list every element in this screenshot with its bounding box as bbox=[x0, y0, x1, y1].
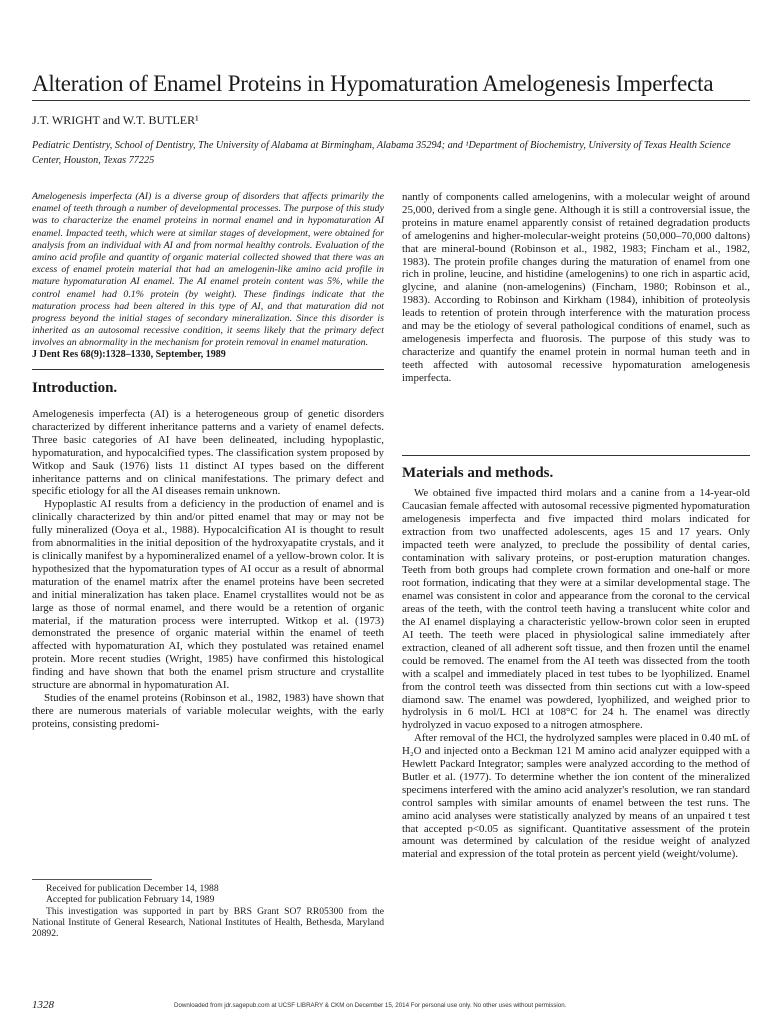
title-rule bbox=[32, 100, 750, 101]
methods-paragraph: After removal of the HCl, the hydrolyzed samples were placed in 0.40 mL of H₂O and injected onto a Beckman 121 M amino acid analyzer equipped with a Hewlett Packard Integrator; samples were analyzed according to the method of Butler et al. (1977). To determine whether the ion content of the mineralized specimens interfered with the amino acid analyzer's resolution, we ran standard control samples with similar amounts of enamel between the test runs. The amino acid analyses were statistically analyzed by means of an unpaired t test that accepted p<0.05 as significant. Quantitative assessment of the protein amount was determined by calculation of the residue weight of analyzed material and expression of the total protein as percent yield (weight/volume). bbox=[402, 732, 750, 861]
footnote-rule bbox=[32, 879, 152, 880]
affiliation: Pediatric Dentistry, School of Dentistry, The University of Alabama at Birmingham, Alabama 35294; and ¹Department of Biochemistry, University of Texas Health Science Center, Houston, Texas 77225 bbox=[32, 140, 731, 166]
intro-paragraph: Hypoplastic AI results from a deficiency in the production of enamel and is clinically characterized by thin and/or pitted enamel that may or may not be fully mineralized (Ooya et al., 1988). Hypocalcification AI is thought to result from abnormalities in the initial deposition of the hydroxyapatite crystals, and it is clinically manifest by a hypomineralized enamel of a yellow-brown color. It is hypothesized that the hypomaturation types of AI occur as a result of abnormal maturation of the enamel matrix after the enamel proteins have been secreted and initial mineralization has taken place. Enamel crystallites would not be as large as those of normal enamel, and there would be a retention of organic material, if the maturation process were interrupted. Witkop et al. (1973) demonstrated the presence of organic material within the enamel of teeth affected with hypomaturation AI, which they postulated was retained enamel protein. More recent studies (Wright, 1985) have confirmed this histological finding and have shown that both the enamel prism structure and crystallite structure are abnormal in hypomaturation AI. bbox=[32, 498, 384, 692]
footnote-funding: This investigation was supported in part by BRS Grant SO7 RR05300 from the National Institute of General Research, National Institutes of Health, Bethesda, Maryland 20892. bbox=[32, 905, 384, 940]
intro-continuation-paragraph: nantly of components called amelogenins, with a molecular weight of around 25,000, derived from a single gene. Although it is still a controversial issue, the proteins in mature enamel apparently consist of retained degradation products of amelogenins and higher-molecular-weight proteins (50,000–70,000 daltons) that are mineral-bound (Robinson et al., 1982, 1983; Fincham et al., 1982, 1983). The protein profile changes during the maturation of enamel from one rich in proline, leucine, and histidine (amelogenins) to one rich in aspartic acid, glycine, and alanine (non-amelogenins) (Fincham, 1980; Robinson et al., 1983). According to Robinson and Kirkham (1984), inhibition of proteolysis leads to retention of protein through interference with the maturation process and may be the etiology of several pathological conditions of enamel, such as amelogenesis imperfecta and fluorosis. The purpose of this study was to characterize and quantify the enamel protein in normal human teeth and in teeth affected with autosomal recessive hypomaturation amelogenesis imperfecta. bbox=[402, 191, 750, 384]
introduction-continuation bbox=[402, 191, 750, 449]
page-number: 1328 bbox=[32, 999, 54, 1011]
introduction-heading: Introduction. bbox=[32, 380, 118, 396]
section-divider bbox=[402, 455, 750, 456]
article-title: Alteration of Enamel Proteins in Hypomaturation Amelogenesis Imperfecta bbox=[32, 71, 714, 96]
section-divider bbox=[32, 369, 384, 370]
intro-paragraph: Amelogenesis imperfecta (AI) is a heterogeneous group of genetic disorders characterized by different inheritance patterns and a variety of enamel defects. Three basic categories of AI have been delineated, including hypoplastic, hypomaturation, and hypocalcified types. The classification system proposed by Witkop and Sauk (1976) lists 11 distinct AI types based on the different inheritance patterns and on clinical manifestations. The primary defect and specific etiology for all the AI diseases remain unknown. bbox=[32, 408, 384, 498]
methods-heading: Materials and methods. bbox=[402, 465, 554, 481]
footnote-received: Received for publication December 14, 1988 bbox=[46, 883, 219, 894]
author-line: J.T. WRIGHT and W.T. BUTLER¹ bbox=[32, 113, 199, 127]
journal-citation: J Dent Res 68(9):1328–1330, September, 1989 bbox=[32, 349, 226, 360]
intro-paragraph: Studies of the enamel proteins (Robinson et al., 1982, 1983) have shown that there are numerous materials of variable molecular weights, with the early proteins, consisting predomi- bbox=[32, 691, 384, 730]
download-notice: Downloaded from jdr.sagepub.com at UCSF LIBRARY & CKM on December 15, 2014 For personal use only. No other uses without permission. bbox=[174, 1002, 567, 1009]
methods-paragraph: We obtained five impacted third molars and a canine from a 14-year-old Caucasian female affected with autosomal recessive pigmented hypomaturation amelogenesis imperfecta and five impacted third molars indicated for extraction from two unaffected adolescents, ages 15 and 17 years. Only impacted teeth were analyzed, to preclude the possibility of dental caries, contamination with salivary proteins, or post-eruption maturation changes. Teeth from both groups had complete crown formation and one-half or more root formation, indicating that they were at a similar developmental stage. The enamel was consistent in color and appearance from the coronal to the cervical areas of the teeth, with the control teeth having a translucent white color and the AI enamel displaying a characteristic yellow-brown color seen in erupted AI teeth. The teeth were placed in physiological saline immediately after extraction, cleaned of all adherent soft tissue, and then frozen until the enamel could be removed. The enamel from the AI teeth was dissected from the tooth with a scalpel and immediately placed in test tubes to be lyophilized. Enamel from the control teeth was dissected from thin sections cut with a low-speed diamond saw. The enamel was powdered, lyophilized, and weighed prior to hydrolysis in 6 mol/L HCl at 108°C for 24 h. The enamel was directly hydrolyzed in vacuo exposed to a nitrogen atmosphere. bbox=[402, 487, 750, 732]
left-column bbox=[32, 191, 384, 828]
introduction-body bbox=[32, 408, 384, 828]
abstract: Amelogenesis imperfecta (AI) is a diverse group of disorders that affects primarily the enamel of teeth through a number of developmental processes. The purpose of this study was to characterize the enamel proteins in normal enamel and in hypomaturation AI enamel. Impacted teeth, which were at similar stages of development, were obtained for analysis from an individual with AI and from normal healthy controls. Evaluation of the amino acid profile and quantity of organic material collected showed that there was an excess of enamel protein material that had an amelogenin-like amino acid profile in mature hypomaturation AI enamel. The AI enamel protein content was 5%, while the control enamel had 0.1% protein (by weight). These findings indicate that the maturation process had been altered in this type of AI, and that maturation did not progress beyond the initial stages of secondary mineralization. Since this disorder is inherited as an autosomal recessive condition, it seems likely that the primary defect involves an abnormality in the mechanism for protein removal in enamel maturation. bbox=[32, 191, 384, 349]
footnotes bbox=[32, 883, 384, 939]
methods-body bbox=[402, 487, 750, 995]
right-column bbox=[402, 191, 750, 995]
footnote-accepted: Accepted for publication February 14, 1989 bbox=[46, 894, 215, 906]
